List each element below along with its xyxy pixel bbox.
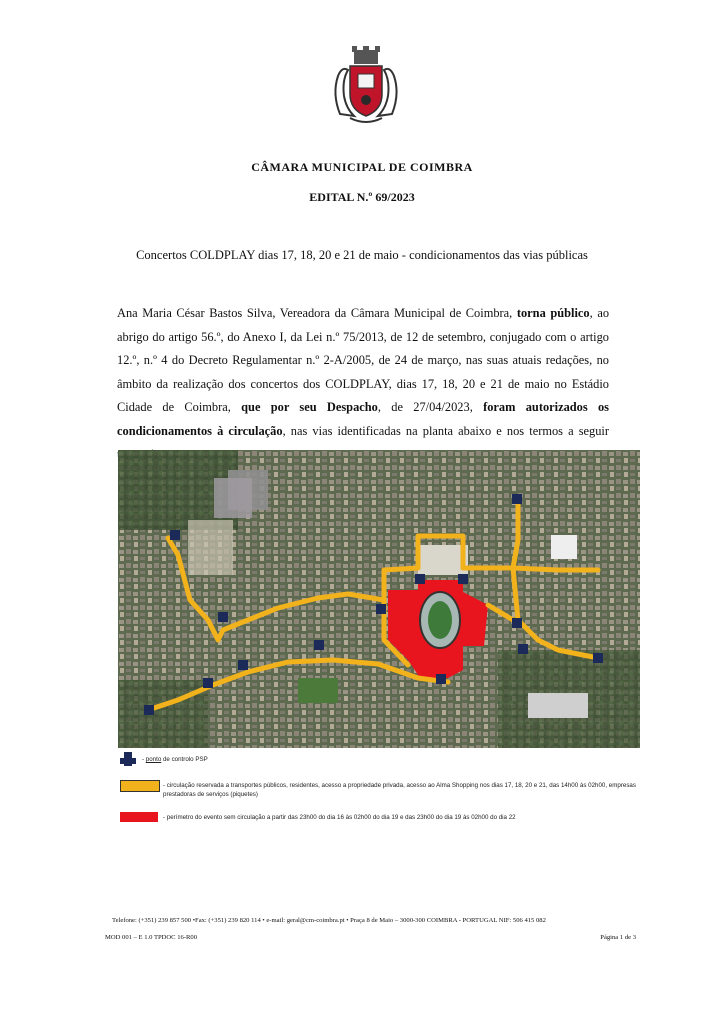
edital-number: EDITAL N.º 69/2023 — [309, 190, 415, 204]
psp-marker-icon — [120, 752, 138, 766]
body-bold-3: foram autorizados os condicionamentos à circulação — [117, 400, 609, 438]
footer-contacts: Telefone: (+351) 239 857 500 •Fax: (+351) 239 820 114 • e-mail: geral@cm-coimbra.pt • Praça 8 de Maio – 3000-300 COIMBRA - PORTUGAL NIF: 506 415 082 — [112, 917, 546, 924]
body-bold-2: que por seu Despacho — [241, 400, 378, 414]
legend-yellow-text: - circulação reservada a transportes públicos, residentes, acesso a propriedade privada, acesso ao Alma Shopping nos dias 17, 18, 20 e 21, das 14h00 às 02h00, empresas prestadoras de serviços (piquetes) — [163, 782, 636, 798]
body-paragraph — [117, 302, 609, 467]
legend-red — [120, 812, 640, 826]
psp-prefix: - — [142, 756, 146, 763]
body-text-4: , nas vias identificadas na planta abaixo e nos termos a seguir — [282, 423, 609, 438]
coat-of-arms-logo — [330, 44, 402, 126]
aerial-map — [118, 450, 640, 748]
page-number: Página 1 de 3 — [600, 934, 636, 941]
body-text-3: , de 27/04/2023, — [377, 400, 484, 414]
psp-rest: de controlo PSP — [161, 756, 208, 763]
body-text-1: Ana Maria César Bastos Silva, Vereadora da Câmara Municipal de Coimbra, — [117, 306, 517, 320]
institution-title: CÂMARA MUNICIPAL DE COIMBRA — [251, 160, 473, 174]
psp-ponto-link: ponto — [145, 756, 162, 763]
body-text-2: , ao abrigo do artigo 56.º, do Anexo I, da Lei n.º 75/2013, de 12 de setembro, conjugado com o artigo 12.º, n.º 4 do Decreto Regulamentar n.º 2-A/2005, de 24 de março, nas suas atuais redações, no âmbito da realização dos concertos dos COLDPLAY, dias 17, 18, 20 e 21 de maio no Estádio Cidade de Coimbra, — [117, 306, 610, 414]
yellow-swatch — [120, 780, 160, 792]
body-bold-1: torna público — [516, 306, 590, 320]
legend-psp — [120, 752, 620, 766]
footer-mod: MOD 001 – E 1.0 TPDOC 16-R00 — [105, 934, 198, 941]
legend-red-text: - perímetro do evento sem circulação a partir das 23h00 do dia 16 às 02h00 do dia 19 e das 23h00 do dia 19 às 02h00 do dia 22 — [163, 814, 516, 821]
legend-yellow — [120, 779, 640, 801]
red-swatch — [120, 812, 158, 822]
blurred-region — [214, 478, 252, 518]
subject-line: Concertos COLDPLAY dias 17, 18, 20 e 21 de maio - condicionamentos das vias públicas — [136, 248, 588, 262]
